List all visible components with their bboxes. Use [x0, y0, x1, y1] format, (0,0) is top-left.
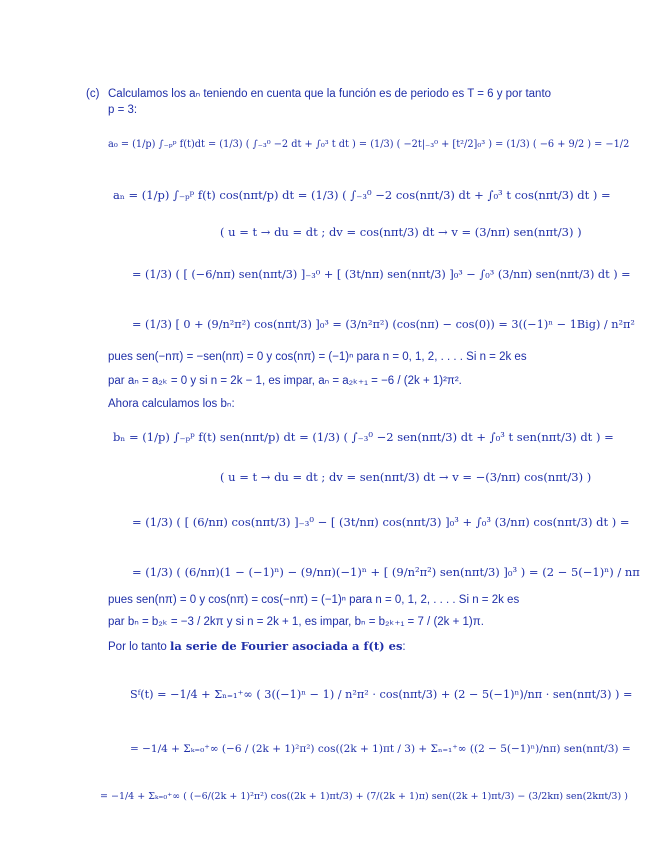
serie-suffix: :: [402, 641, 406, 653]
pues-bn-line-2: par bₙ = b₂ₖ = −3 / 2kπ y si n = 2k + 1, es impar, bₙ = b₂ₖ₊₁ = 7 / (2k + 1)π.: [108, 616, 484, 628]
serie-bold: la serie de Fourier asociada a f(t) es: [170, 639, 403, 653]
equation-series-2: = −1/4 + Σₖ₌₀⁺∞ (−6 / (2k + 1)²π²) cos((2k + 1)πt / 3) + Σₙ₌₁⁺∞ ((2 − 5(−1)ⁿ)/nπ) sen(nπt/3) =: [130, 743, 631, 755]
substitution-bn: ( u = t → du = dt ; dv = sen(nπt/3) dt → v = −(3/nπ) cos(nπt/3) ): [220, 470, 592, 484]
equation-bn-definition: bₙ = (1/p) ∫₋ₚᵖ f(t) sen(nπt/p) dt = (1/3) ( ∫₋₃⁰ −2 sen(nπt/3) dt + ∫₀³ t sen(nπt/3) dt ) =: [113, 430, 614, 444]
equation-an-parts: = (1/3) ( [ (−6/nπ) sen(nπt/3) ]₋₃⁰ + [ (3t/nπ) sen(nπt/3) ]₀³ − ∫₀³ (3/nπ) sen(nπt/3) dt ) =: [132, 268, 631, 281]
equation-bn-result: = (1/3) ( (6/nπ)(1 − (−1)ⁿ) − (9/nπ)(−1)ⁿ + [ (9/n²π²) sen(nπt/3) ]₀³ ) = (2 − 5(−1)ⁿ) / nπ: [132, 565, 640, 579]
intro-line-2: p = 3:: [108, 104, 138, 116]
equation-bn-parts: = (1/3) ( [ (6/nπ) cos(nπt/3) ]₋₃⁰ − [ (3t/nπ) cos(nπt/3) ]₀³ + ∫₀³ (3/nπ) cos(nπt/3) dt ) =: [132, 515, 630, 529]
equation-a0: a₀ = (1/p) ∫₋ₚᵖ f(t)dt = (1/3) ( ∫₋₃⁰ −2 dt + ∫₀³ t dt ) = (1/3) ( −2t|₋₃⁰ + [t²/2]₀³ ) = (1/3) ( −6 + 9/2 ) = −1/2: [108, 139, 630, 150]
intro-line-1: Calculamos los aₙ teniendo en cuenta que la función es de periodo es T = 6 y por tanto: [108, 88, 552, 100]
pues-bn-line-1: pues sen(nπ) = 0 y cos(nπ) = cos(−nπ) = (−1)ⁿ para n = 0, 1, 2, . . . . Si n = 2k es: [108, 594, 520, 606]
equation-an-definition: aₙ = (1/p) ∫₋ₚᵖ f(t) cos(nπt/p) dt = (1/3) ( ∫₋₃⁰ −2 cos(nπt/3) dt + ∫₀³ t cos(nπt/3) dt ) =: [113, 188, 611, 202]
ahora-bn: Ahora calculamos los bₙ:: [108, 398, 235, 410]
pues-an-line-2: par aₙ = a₂ₖ = 0 y si n = 2k − 1, es impar, aₙ = a₂ₖ₊₁ = −6 / (2k + 1)²π².: [108, 375, 462, 387]
equation-series-3: = −1/4 + Σₖ₌₀⁺∞ ( (−6/(2k + 1)²π²) cos((2k + 1)πt/3) + (7/(2k + 1)π) sen((2k + 1)πt/3) − (3/2kπ) sen(2kπt/3) ): [100, 791, 628, 802]
item-label: (c): [86, 88, 100, 100]
serie-heading: [108, 639, 406, 654]
equation-series-1: Sᶠ(t) = −1/4 + Σₙ₌₁⁺∞ ( 3((−1)ⁿ − 1) / n²π² · cos(nπt/3) + (2 − 5(−1)ⁿ)/nπ · sen(nπt/3) ) =: [130, 688, 633, 701]
equation-an-result: = (1/3) [ 0 + (9/n²π²) cos(nπt/3) ]₀³ = (3/n²π²) (cos(nπ) − cos(0)) = 3((−1)ⁿ − 1Big) / n²π²: [132, 318, 635, 331]
serie-prefix: Por lo tanto: [108, 641, 171, 653]
pues-an-line-1: pues sen(−nπ) = −sen(nπ) = 0 y cos(nπ) = (−1)ⁿ para n = 0, 1, 2, . . . . Si n = 2k es: [108, 351, 527, 363]
substitution-an: ( u = t → du = dt ; dv = cos(nπt/3) dt → v = (3/nπ) sen(nπt/3) ): [220, 225, 582, 239]
